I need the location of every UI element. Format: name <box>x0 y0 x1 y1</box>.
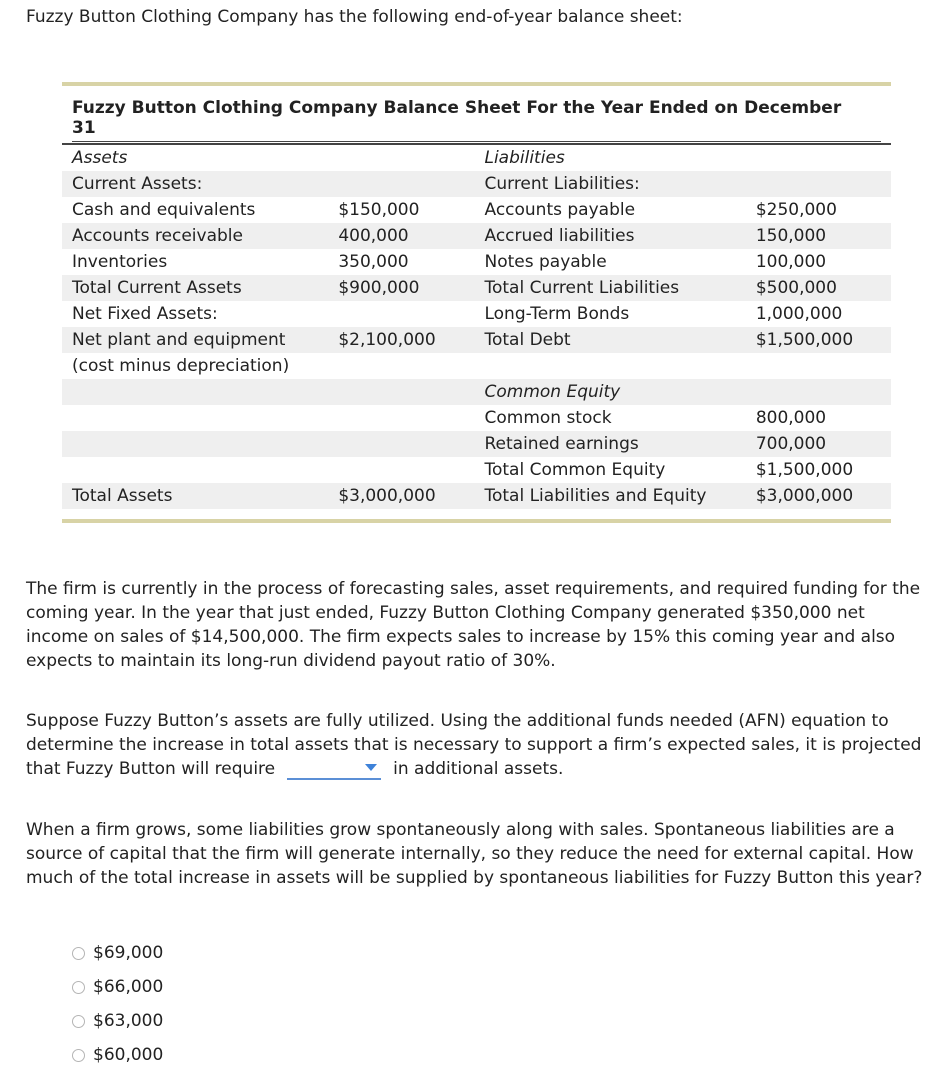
liability-value <box>756 145 891 171</box>
afn-paragraph <box>26 709 926 781</box>
liability-value <box>756 353 891 379</box>
option-label: $63,000 <box>93 1011 164 1031</box>
option-66000[interactable] <box>72 970 163 1004</box>
table-row <box>62 405 891 431</box>
table-row <box>62 483 891 509</box>
afn-text-before: Suppose Fuzzy Button’s assets are fully utilized. Using the additional funds needed (AFN) equation to determine the increase in total assets that is necessary to support a firm’s expected sales, it is projected that Fuzzy Button will require <box>26 711 922 779</box>
asset-value <box>338 431 475 457</box>
spontaneous-paragraph: When a firm grows, some liabilities grow spontaneously along with sales. Spontaneous liabilities are a source of capital that the firm will generate internally, so they reduce the need for external capital. How much of the total increase in assets will be supplied by spontaneous liabilities for Fuzzy Button this year? <box>26 820 923 888</box>
liability-label: Total Debt <box>475 327 755 353</box>
balance-sheet-table <box>62 145 891 509</box>
table-row <box>62 353 891 379</box>
option-label: $66,000 <box>93 977 164 997</box>
table-row <box>62 275 891 301</box>
liabilities-header: Liabilities <box>484 148 565 168</box>
balance-sheet-title <box>62 86 891 141</box>
option-63000[interactable] <box>72 1004 163 1038</box>
liability-value <box>756 379 891 405</box>
asset-value: $900,000 <box>338 275 475 301</box>
asset-value <box>338 457 475 483</box>
liability-label: Total Common Equity <box>484 460 666 480</box>
title-line-2: 31 <box>72 118 96 138</box>
asset-label: Accounts receivable <box>62 223 338 249</box>
liability-value: 800,000 <box>755 408 827 428</box>
asset-value: 350,000 <box>338 252 409 272</box>
table-row <box>62 145 891 171</box>
asset-value: 400,000 <box>338 223 475 249</box>
table-row <box>62 327 891 353</box>
table-row <box>62 431 891 457</box>
liability-value: $1,500,000 <box>756 327 891 353</box>
asset-value <box>338 301 475 327</box>
asset-label: (cost minus depreciation) <box>72 356 290 376</box>
asset-label: Net Fixed Assets: <box>72 304 218 324</box>
asset-value <box>338 145 475 171</box>
liability-label: Accounts payable <box>484 200 636 220</box>
liability-value: $500,000 <box>756 275 891 301</box>
intro-text: Fuzzy Button Clothing Company has the following end-of-year balance sheet: <box>26 7 683 27</box>
forecast-paragraph: The firm is currently in the process of forecasting sales, asset requirements, and required funding for the coming year. In the year that just ended, Fuzzy Button Clothing Company generated $350,000 net income on sales of $14,500,000. The firm expects sales to increase by 15% this coming year and also expects to maintain its long-run dividend payout ratio of 30%. <box>26 579 921 671</box>
asset-value <box>338 353 475 379</box>
liability-value: 700,000 <box>756 431 891 457</box>
liability-value: $1,500,000 <box>755 460 854 480</box>
bottom-rule <box>62 519 891 523</box>
option-label: $60,000 <box>93 1045 164 1065</box>
table-row <box>62 249 891 275</box>
table-row <box>62 171 891 197</box>
asset-value <box>338 405 475 431</box>
liability-value: 100,000 <box>755 252 827 272</box>
radio-button[interactable] <box>72 947 85 960</box>
asset-label <box>62 379 338 405</box>
table-row <box>62 223 891 249</box>
asset-label: Cash and equivalents <box>72 200 256 220</box>
liability-label: Retained earnings <box>475 431 755 457</box>
liability-value: $3,000,000 <box>756 483 891 509</box>
option-label: $69,000 <box>93 943 164 963</box>
asset-value <box>338 171 475 197</box>
balance-sheet <box>62 82 891 523</box>
liability-label: Accrued liabilities <box>475 223 755 249</box>
option-69000[interactable] <box>72 936 163 970</box>
asset-label: Total Assets <box>62 483 338 509</box>
radio-button[interactable] <box>72 981 85 994</box>
asset-label: Current Assets: <box>62 171 338 197</box>
answer-options <box>72 936 163 1072</box>
title-line-1: Fuzzy Button Clothing Company Balance Sheet For the Year Ended on December <box>72 98 842 118</box>
radio-button[interactable] <box>72 1049 85 1062</box>
table-row <box>62 457 891 483</box>
assets-header: Assets <box>72 148 128 168</box>
liability-value: 1,000,000 <box>755 304 843 324</box>
afn-dropdown[interactable] <box>287 758 381 780</box>
asset-label <box>62 405 338 431</box>
asset-value: $3,000,000 <box>338 483 475 509</box>
option-60000[interactable] <box>72 1038 163 1072</box>
liability-value <box>756 171 891 197</box>
asset-label <box>62 457 338 483</box>
asset-label: Total Current Assets <box>62 275 338 301</box>
liability-label: Long-Term Bonds <box>484 304 630 324</box>
asset-label: Inventories <box>72 252 168 272</box>
liability-label: Common stock <box>484 408 612 428</box>
liability-label: Current Liabilities: <box>475 171 755 197</box>
title-underline <box>72 141 881 142</box>
asset-value: $2,100,000 <box>338 327 475 353</box>
afn-text-after: in additional assets. <box>393 759 564 779</box>
asset-value: $150,000 <box>338 200 420 220</box>
liability-label: Notes payable <box>484 252 607 272</box>
table-row <box>62 197 891 223</box>
table-row <box>62 301 891 327</box>
liability-label: Total Liabilities and Equity <box>475 483 755 509</box>
liability-value: 150,000 <box>756 223 891 249</box>
asset-value <box>338 379 475 405</box>
asset-label: Net plant and equipment <box>62 327 338 353</box>
liability-label <box>475 353 755 379</box>
liability-label: Total Current Liabilities <box>475 275 755 301</box>
radio-button[interactable] <box>72 1015 85 1028</box>
liability-value: $250,000 <box>755 200 837 220</box>
common-equity-header: Common Equity <box>475 379 755 405</box>
chevron-down-icon <box>365 764 377 771</box>
table-row <box>62 379 891 405</box>
asset-label <box>62 431 338 457</box>
